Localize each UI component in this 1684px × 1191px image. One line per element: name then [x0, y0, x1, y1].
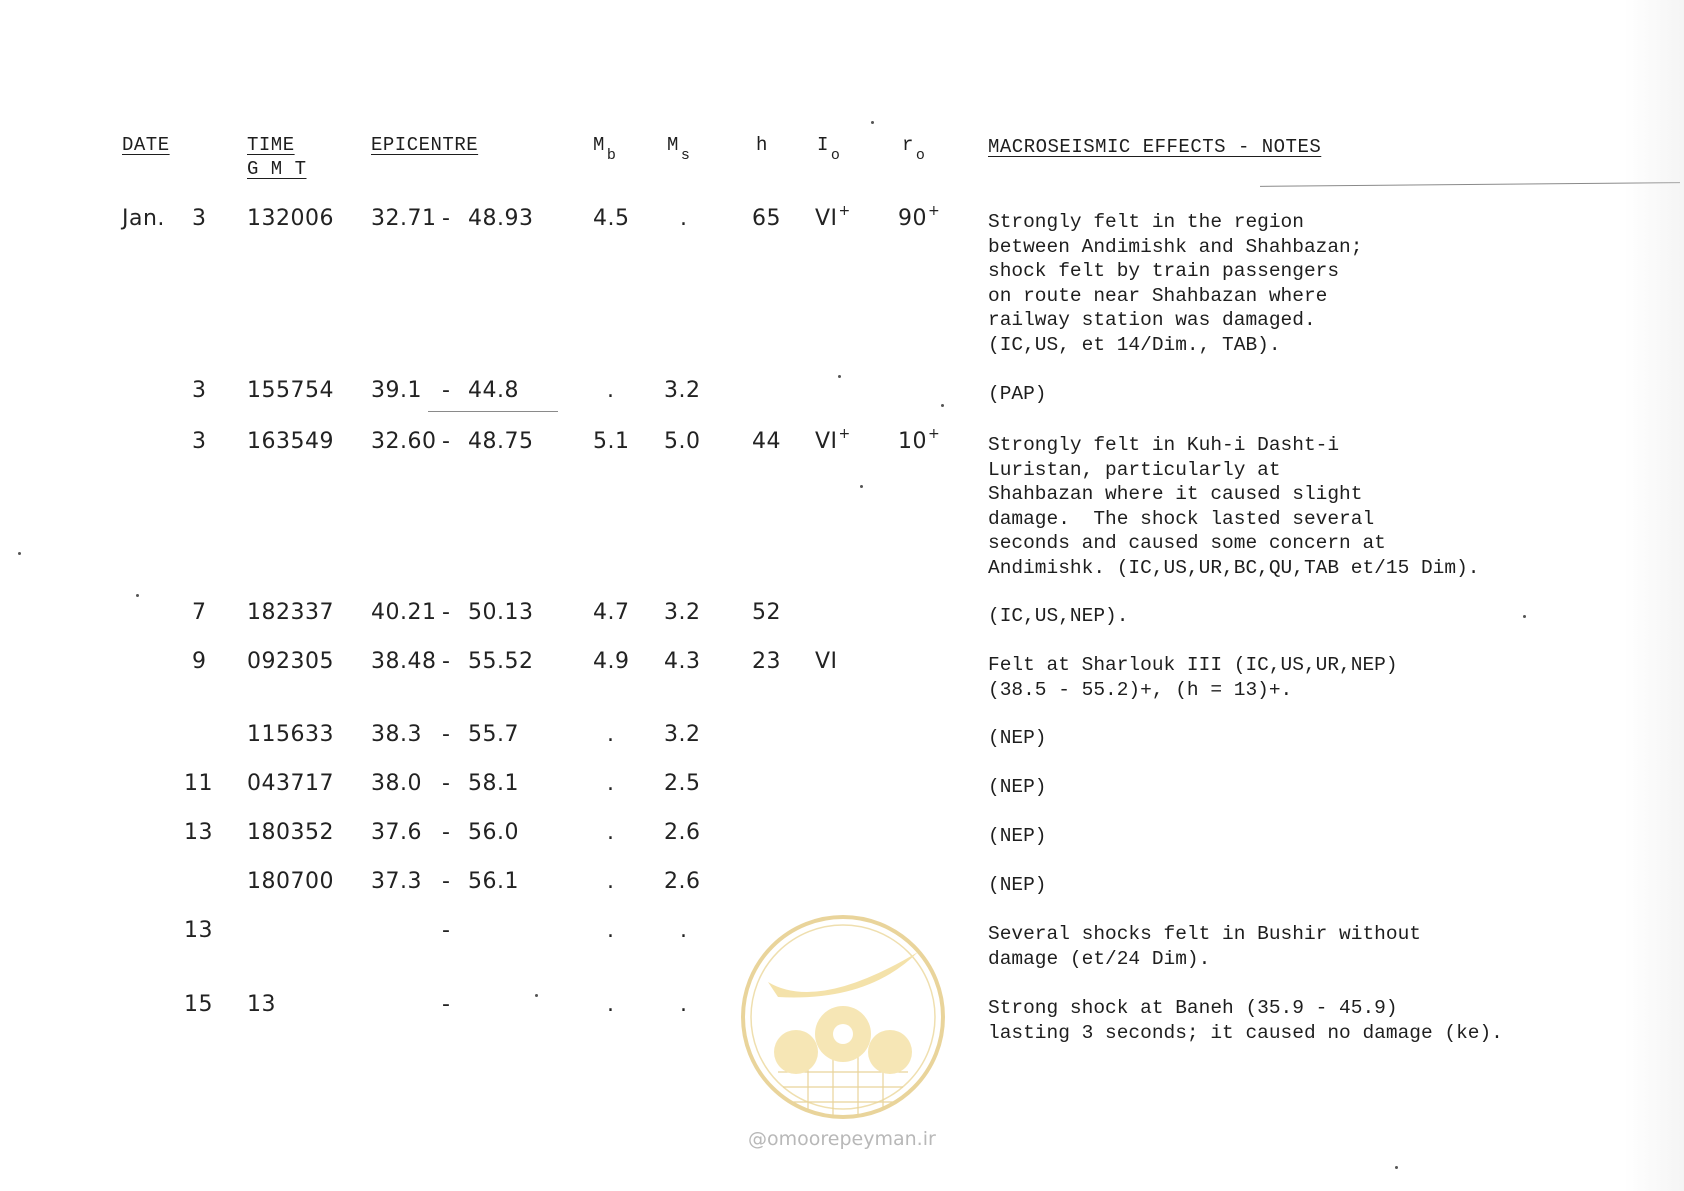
cell-ms: . [680, 206, 688, 231]
cell-notes: (NEP) [988, 874, 1047, 896]
watermark-text: @omoorepeyman.ir [748, 1128, 936, 1150]
cell-ms: 2.5 [664, 771, 701, 796]
scan-speck [860, 485, 863, 488]
intensity-sup: + [838, 426, 851, 442]
scan-speck [136, 594, 139, 597]
cell-radius [898, 426, 941, 454]
header-notes: MACROSEISMIC EFFECTS - NOTES [988, 136, 1322, 158]
cell-mb: 4.5 [593, 206, 630, 231]
cell-latitude: 32.71 [371, 206, 437, 231]
cell-time: 092305 [247, 649, 334, 674]
scan-speck [18, 552, 21, 555]
cell-separator: - [442, 820, 451, 845]
cell-longitude: 55.52 [468, 649, 534, 674]
cell-latitude: 37.3 [371, 869, 422, 894]
cell-longitude: 48.75 [468, 429, 534, 454]
cell-mb: 4.7 [593, 600, 630, 625]
cell-longitude: 44.8 [468, 378, 519, 403]
cell-notes: (PAP) [988, 383, 1047, 405]
cell-separator: - [442, 649, 451, 674]
cell-longitude: 50.13 [468, 600, 534, 625]
cell-ms: . [680, 992, 688, 1017]
cell-latitude: 40.21 [371, 600, 437, 625]
cell-mb: . [607, 378, 615, 403]
header-time: TIME [247, 134, 295, 156]
cell-depth: 65 [752, 206, 781, 231]
cell-latitude: 37.6 [371, 820, 422, 845]
cell-mb: 4.9 [593, 649, 630, 674]
header-date: DATE [122, 134, 170, 156]
cell-mb: . [607, 992, 615, 1017]
cell-latitude: 39.1 [371, 378, 422, 403]
cell-time: 180352 [247, 820, 334, 845]
cell-time: 155754 [247, 378, 334, 403]
cell-separator: - [442, 869, 451, 894]
cell-intensity [815, 649, 838, 674]
cell-day: 11 [184, 771, 213, 796]
intensity-value: VI [815, 206, 838, 231]
cell-longitude: 56.0 [468, 820, 519, 845]
watermark-emblem [738, 912, 948, 1122]
intensity-sup: + [838, 203, 851, 219]
cell-ms: 2.6 [664, 869, 701, 894]
header-io: I $_o$ [817, 134, 841, 164]
cell-ms: 3.2 [664, 600, 701, 625]
cell-ms: 3.2 [664, 722, 701, 747]
underline-mark [428, 411, 558, 412]
cell-time: 180700 [247, 869, 334, 894]
scan-speck [1523, 615, 1526, 618]
cell-day: 13 [184, 820, 213, 845]
cell-notes: Felt at Sharlouk III (IC,US,UR,NEP) (38.5 - 55.2)+, (h = 13)+. [988, 654, 1398, 701]
cell-day: 3 [192, 378, 207, 403]
cell-depth: 52 [752, 600, 781, 625]
cell-notes: (NEP) [988, 727, 1047, 749]
cell-separator: - [442, 918, 451, 943]
scan-line [1260, 182, 1680, 187]
header-gmt: G M T [247, 158, 307, 180]
scan-speck [838, 375, 841, 378]
cell-notes: (IC,US,NEP). [988, 605, 1129, 627]
scan-edge-shadow [1624, 0, 1684, 1191]
cell-time: 182337 [247, 600, 334, 625]
cell-notes: Strongly felt in Kuh-i Dasht-i Luristan, particularly at Shahbazan where it caused slight damage. The shock lasted several seconds and caused some concern at Andimishk. (IC,US,UR,BC,QU,TAB et/15 Dim). [988, 434, 1480, 579]
radius-sup: + [928, 426, 941, 442]
cell-separator: - [442, 378, 451, 403]
radius-value: 10 [898, 429, 927, 454]
cell-ms: 3.2 [664, 378, 701, 403]
cell-time: 043717 [247, 771, 334, 796]
cell-notes: Strongly felt in the region between Andimishk and Shahbazan; shock felt by train passengers on route near Shahbazan where railway station was damaged. (IC,US, et 14/Dim., TAB). [988, 211, 1363, 356]
cell-intensity [815, 203, 851, 231]
cell-mb: . [607, 869, 615, 894]
cell-day: 7 [192, 600, 207, 625]
cell-notes: Strong shock at Baneh (35.9 - 45.9) lasting 3 seconds; it caused no damage (ke). [988, 997, 1503, 1044]
cell-longitude: 56.1 [468, 869, 519, 894]
cell-separator: - [442, 992, 451, 1017]
cell-time: 115633 [247, 722, 334, 747]
header-ms: M $_s$ [667, 134, 691, 164]
cell-mb: . [607, 820, 615, 845]
cell-ms: . [680, 918, 688, 943]
radius-sup: + [928, 203, 941, 219]
cell-time: 132006 [247, 206, 334, 231]
cell-latitude: 38.48 [371, 649, 437, 674]
cell-radius [898, 203, 941, 231]
cell-mb: . [607, 722, 615, 747]
scan-speck [871, 121, 874, 124]
cell-day: 15 [184, 992, 213, 1017]
scan-speck [941, 404, 944, 407]
cell-separator: - [442, 722, 451, 747]
header-mb: M $_b$ [593, 134, 617, 164]
cell-depth: 44 [752, 429, 781, 454]
cell-intensity [815, 426, 851, 454]
cell-ms: 2.6 [664, 820, 701, 845]
header-ro: r $_o$ [902, 134, 926, 164]
cell-day: 3 [192, 429, 207, 454]
cell-notes: Several shocks felt in Bushir without damage (et/24 Dim). [988, 923, 1421, 970]
cell-ms: 4.3 [664, 649, 701, 674]
radius-value: 90 [898, 206, 927, 231]
header-epicentre: EPICENTRE [371, 134, 479, 156]
cell-ms: 5.0 [664, 429, 701, 454]
cell-notes: (NEP) [988, 825, 1047, 847]
cell-separator: - [442, 206, 451, 231]
intensity-value: VI [815, 429, 838, 454]
cell-separator: - [442, 429, 451, 454]
intensity-value: VI [815, 649, 838, 674]
cell-mb: . [607, 771, 615, 796]
scan-speck [535, 994, 538, 997]
cell-separator: - [442, 771, 451, 796]
cell-month: Jan. [122, 206, 165, 231]
cell-day: 9 [192, 649, 207, 674]
cell-notes: (NEP) [988, 776, 1047, 798]
scan-speck [1395, 1166, 1398, 1169]
cell-mb: . [607, 918, 615, 943]
cell-longitude: 48.93 [468, 206, 534, 231]
cell-mb: 5.1 [593, 429, 630, 454]
cell-longitude: 55.7 [468, 722, 519, 747]
header-h: h [756, 134, 768, 156]
cell-time: 163549 [247, 429, 334, 454]
cell-latitude: 32.60 [371, 429, 437, 454]
cell-time: 13 [247, 992, 276, 1017]
cell-separator: - [442, 600, 451, 625]
cell-longitude: 58.1 [468, 771, 519, 796]
cell-day: 3 [192, 206, 207, 231]
cell-day: 13 [184, 918, 213, 943]
cell-latitude: 38.0 [371, 771, 422, 796]
cell-latitude: 38.3 [371, 722, 422, 747]
cell-depth: 23 [752, 649, 781, 674]
